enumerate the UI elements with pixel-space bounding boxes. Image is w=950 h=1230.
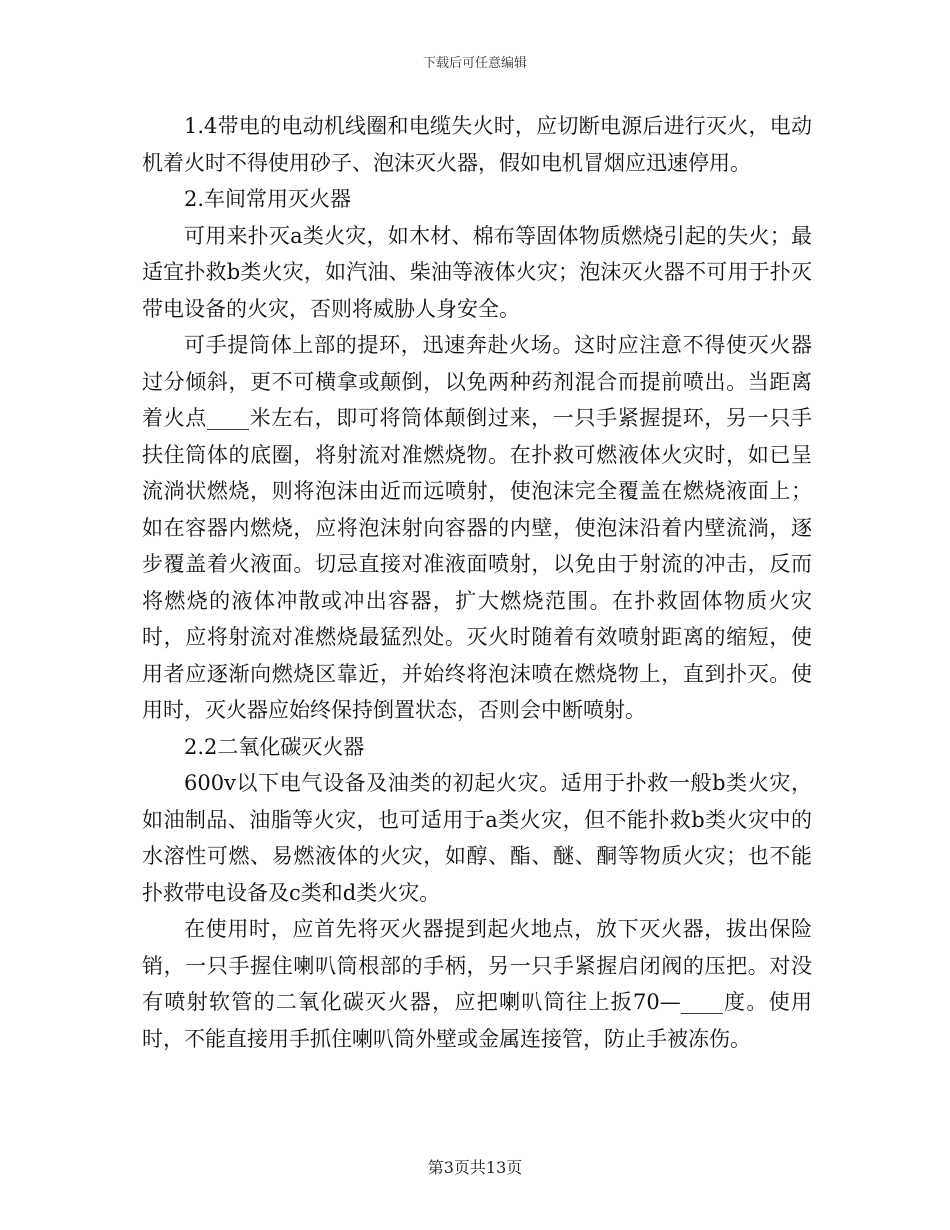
heading-workshop-extinguishers: 2.车间常用灭火器 bbox=[184, 187, 352, 211]
paragraph-motor-fire: 1.4带电的电动机线圈和电缆失火时，应切断电源后进行灭火，电动机着火时不得使用砂子、泡沫灭火器，假如电机冒烟应迅速停用。 bbox=[142, 114, 812, 175]
paragraph-co2-operation: 在使用时，应首先将灭火器提到起火地点，放下灭火器，拔出保险销，一只手握住喇叭筒根部的手柄，另一只手紧握启闭阀的压把。对没有喷射软管的二氧化碳灭火器，应把喇叭筒往上扳70—____度。使用时，不能直接用手抓住喇叭筒外壁或金属连接管，防止手被冻伤。 bbox=[142, 917, 812, 1051]
page-header: 下载后可任意编辑 bbox=[422, 56, 527, 71]
page-footer: 第3页共13页 bbox=[427, 1158, 523, 1177]
document-body bbox=[142, 108, 812, 1057]
heading-co2-extinguisher: 2.2二氧化碳灭火器 bbox=[184, 734, 365, 759]
paragraph-co2-scope: 600v以下电气设备及油类的初起火灾。适用于扑救一般b类火灾，如油制品、油脂等火灾，也可适用于a类火灾，但不能扑救b类火灾中的水溶性可燃、易燃液体的火灾，如醇、酯、醚、酮等物质火灾；也不能扑救带电设备及c类和d类火灾。 bbox=[142, 771, 812, 905]
paragraph-foam-operation: 可手提筒体上部的提环，迅速奔赴火场。这时应注意不得使灭火器过分倾斜，更不可横拿或颠倒，以免两种药剂混合而提前喷出。当距离着火点____米左右，即可将筒体颠倒过来，一只手紧握提环，另一只手扶住筒体的底圈，将射流对准燃烧物。在扑救可燃液体火灾时，如已呈流淌状燃烧，则将泡沫由近而远喷射，使泡沫完全覆盖在燃烧液面上；如在容器内燃烧，应将泡沫射向容器的内壁，使泡沫沿着内壁流淌，逐步覆盖着火液面。切忌直接对准液面喷射，以免由于射流的冲击，反而将燃烧的液体冲散或冲出容器，扩大燃烧范围。在扑救固体物质火灾时，应将射流对准燃烧最猛烈处。灭火时随着有效喷射距离的缩短，使用者应逐渐向燃烧区靠近，并始终将泡沫喷在燃烧物上，直到扑灭。使用时，灭火器应始终保持倒置状态，否则会中断喷射。 bbox=[142, 333, 812, 722]
paragraph-foam-usage-scope: 可用来扑灭a类火灾，如木材、棉布等固体物质燃烧引起的失火；最适宜扑救b类火灾，如汽油、柴油等液体火灾；泡沫灭火器不可用于扑灭带电设备的火灾，否则将威胁人身安全。 bbox=[142, 223, 812, 321]
